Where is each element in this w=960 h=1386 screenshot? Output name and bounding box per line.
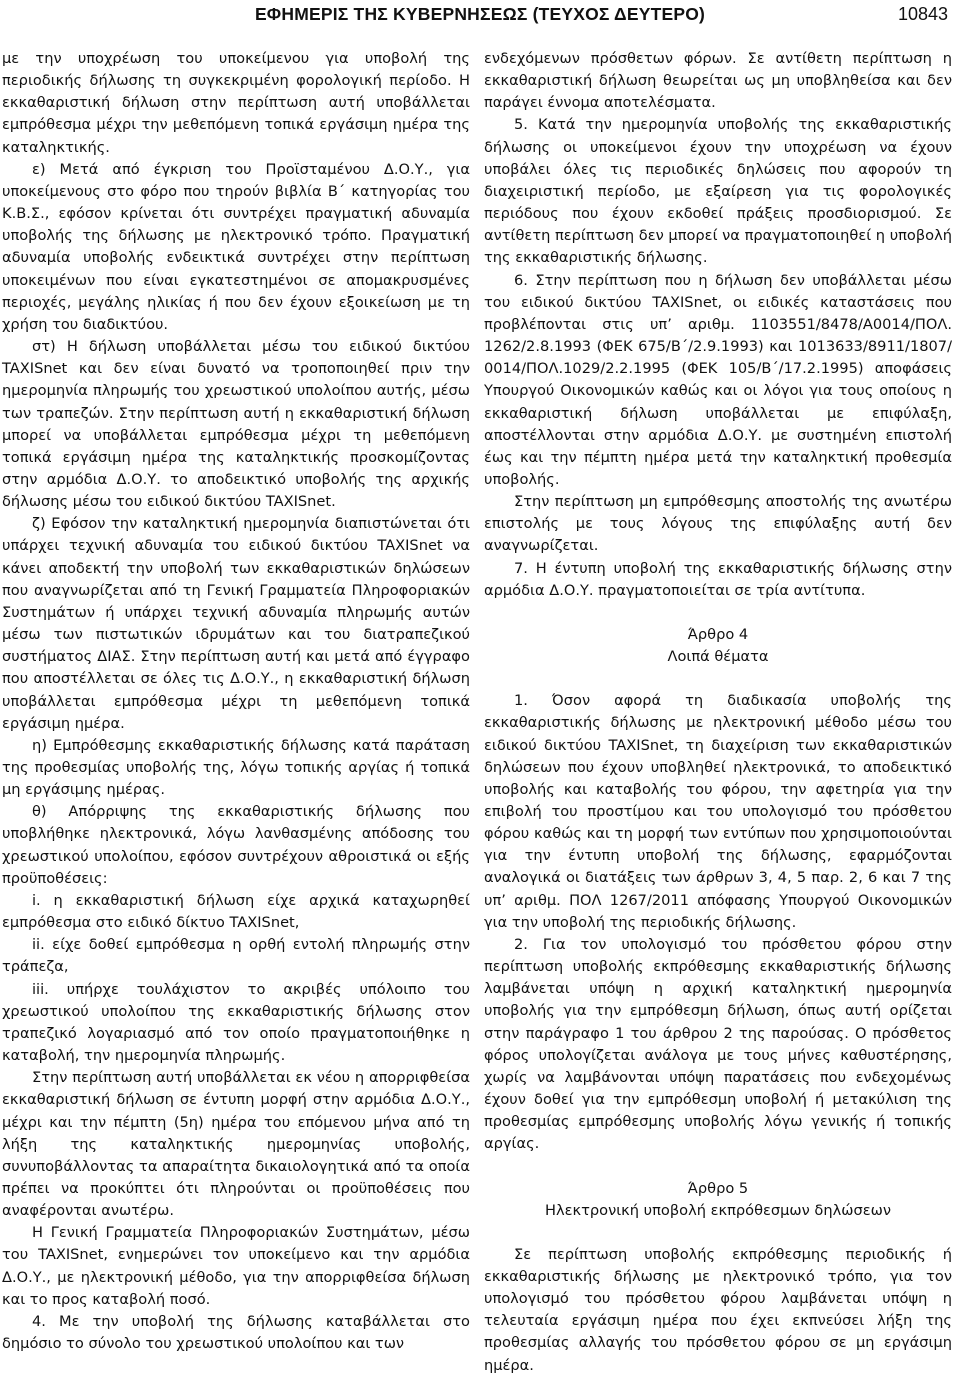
spacer <box>484 602 952 624</box>
gazette-title: ΕΦΗΜΕΡΙΣ ΤΗΣ ΚΥΒΕΡΝΗΣΕΩΣ (ΤΕΥΧΟΣ ΔΕΥΤΕΡΟ) <box>254 4 706 24</box>
list-item: iii. υπήρχε τουλάχιστον το ακριβές υπόλοιπο του χρεωστικού υπολοίπου της εκκαθαριστικής δήλωσης στον τραπεζικό λογαριασμό από τον οποίο πραγματοποιήθηκε η καταβολή, την ημερομηνία πληρωμής. <box>2 980 470 1065</box>
spacer <box>484 1156 952 1178</box>
paragraph: με την υποχρέωση του υποκείμενου για υποβολή της περιοδικής δήλωσης τη συγκεκριμένη φορολογική περίοδο. Η εκκαθαριστική δήλωση στην περίπτωση αυτή υποβάλλεται εμπρόθεσμα μέχρι την μεθεπόμενη τοπικά εργάσιμη ημέρα της καταληκτικής. <box>2 50 470 156</box>
paragraph: 6. Στην περίπτωση που η δήλωση δεν υποβάλλεται μέσω του ειδικού δικτύου TAXISnet, οι ειδικές καταστάσεις που προβλέπονται στις υπ’ αριθμ. 1103551/8478/Α0014/ΠΟΛ. 1262/2.8.1993 (ΦΕΚ 675/Β΄/2.9.1993) και 1013633/8911/1807/ 0014/ΠΟΛ.1029/2.2.1995 (ΦΕΚ 105/Β΄/17.2.1995) αποφάσεις Υπουργού Οικονομικών καθώς και οι λόγοι για τους οποίους η εκκαθαριστική δήλωση υποβάλλεται με επιφύλαξη, αποστέλλονται στην αρμόδια Δ.Ο.Υ. με συστημένη επιστολή έως και την πέμπτη ημέρα μετά την καταληκτική προθεσμία υποβολής. <box>484 271 952 488</box>
paragraph: 1. Όσον αφορά τη διαδικασία υποβολής της εκκαθαριστικής δήλωσης με ηλεκτρονική μέθοδο μέσω του ειδικού δικτύου TAXISnet, τη διαχείριση των εκκαθαριστικών δηλώσεων που έχουν υποβληθεί ηλεκτρονικά, το αποδεικτικό υποβολής και καταβολής του φόρου, την αφετηρία για την επιβολή του προστίμου και του υπολογισμό του πρόσθετου φόρου καθώς και τη μορφή των εντύπων που χρησιμοποιούνται για την έντυπη υποβολή της δήλωσης, εφαρμόζονται αναλογικά οι διατάξεις των άρθρων 3, 4, 5 παρ. 2, 6 και 7 της υπ’ αριθμ. ΠΟΛ 1267/2011 απόφασης Υπουργού Οικονομικών για την υποβολή της περιοδικής δήλωσης. <box>484 692 952 931</box>
paragraph: Στην περίπτωση μη εμπρόθεσμης αποστολής της ανωτέρω επιστολής με τους λόγους της επιφύλαξης αυτή δεν αναγνωρίζεται. <box>484 493 952 555</box>
paragraph: 2. Για τον υπολογισμό του πρόσθετου φόρου στην περίπτωση υποβολής εκπρόθεσμης εκκαθαριστικής δήλωσης λαμβάνεται υπόψη η αρχική καταληκτική ημερομηνία υποβολής για την εμπρόθεσμη δήλωση, όπως αυτή ορίζεται στην παράγραφο 1 του άρθρου 2 της παρούσας. Ο πρόσθετος φόρος υπολογίζεται ανάλογα με τους μήνες καθυστέρησης, χωρίς να λαμβάνονται υπόψη παρατάσεις που ενδεχομένως έχουν δοθεί για την εμπρόθεσμη υποβολή ή μετακύλιση της προθεσμίας εμπρόθεσμης υποβολής λόγω γενικής ή τοπικής αργίας. <box>484 935 952 1153</box>
page-header <box>0 2 960 30</box>
paragraph: θ) Απόρριψης της εκκαθαριστικής δήλωσης που υποβλήθηκε ηλεκτρονικά, λόγω λανθασμένης απόδοσης του χρεωστικού υπολοίπου, εφόσον συντρέχουν αθροιστικά οι εξής προϋποθέσεις: <box>2 803 470 887</box>
spacer <box>484 1222 952 1244</box>
paragraph: Στην περίπτωση αυτή υποβάλλεται εκ νέου η απορριφθείσα εκκαθαριστική δήλωση σε έντυπη μορφή στην αρμόδια Δ.Ο.Υ., μέχρι και την πέμπτη (5η) ημέρα του επόμενου μήνα από τη λήξη της καταληκτικής ημερομηνίας υποβολής, συνυποβάλλοντας τα απαραίτητα δικαιολογητικά από τα οποία πρέπει να προκύπτει ότι πληρούνται οι προϋποθέσεις που αναφέρονται ανωτέρω. <box>2 1069 470 1220</box>
article-5-title: Άρθρο 5 <box>687 1179 749 1197</box>
paragraph: στ) Η δήλωση υποβάλλεται μέσω του ειδικού δικτύου TAXISnet και δεν είναι δυνατό να τροποποιηθεί πριν την ημερομηνία πληρωμής του χρεωστικού υπολοίπου αυτής, μέσω των τραπεζών. Στην περίπτωση αυτή η εκκαθαριστική δήλωση μπορεί να υποβάλλεται εμπρόθεσμα μέχρι τη μεθεπόμενη τοπικά εργάσιμη ημέρα της καταληκτικής προσκομίζοντας στην αρμόδια Δ.Ο.Υ. το αποδεικτικό υποβολής της αρχικής δήλωσης μέσω του ειδικού δικτύου TAXISnet. <box>2 338 470 511</box>
article-4-subtitle: Λοιπά θέματα <box>667 648 769 666</box>
article-4-title: Άρθρο 4 <box>687 625 749 643</box>
list-item: ii. είχε δοθεί εμπρόθεσμα η ορθή εντολή πληρωμής στην τράπεζα, <box>2 936 470 976</box>
paragraph: 7. Η έντυπη υποβολή της εκκαθαριστικής δήλωσης στην αρμόδια Δ.Ο.Υ. πραγματοποιείται σε τρία αντίτυπα. <box>484 559 952 599</box>
paragraph: η) Εμπρόθεσμης εκκαθαριστικής δήλωσης κατά παράταση της προθεσμίας υποβολής της, λόγω τοπικής αργίας ή τοπικά μη εργάσιμης ημέρας. <box>2 736 470 799</box>
paragraph: Η Γενική Γραμματεία Πληροφοριακών Συστημάτων, μέσω του TAXISnet, ενημερώνει τον υποκείμενο και την αρμόδια Δ.Ο.Υ., με ηλεκτρονική μέθοδο, για την απορριφθείσα δήλωση και το προς καταβολή ποσό. <box>2 1224 470 1308</box>
list-item: i. η εκκαθαριστική δήλωση είχε αρχικά καταχωρηθεί εμπρόθεσμα στο ειδικό δίκτυο TAXISnet, <box>2 891 470 932</box>
article-5-subtitle: Ηλεκτρονική υποβολή εκπρόθεσμων δηλώσεων <box>545 1201 891 1219</box>
paragraph: ζ) Εφόσον την καταληκτική ημερομηνία διαπιστώνεται ότι υπάρχει τεχνική αδυναμία του ειδικού δικτύου TAXISnet να κάνει αποδεκτή την υποβολή των εκκαθαριστικών δηλώσεων που αναγνωρίζεται από τη Γενική Γραμματεία Πληροφοριακών Συστημάτων ή υπάρχει τεχνική αδυναμία πληρωμής αυτών μέσω των πιστωτικών ιδρυμάτων και του διατραπεζικού συστήματος ΔΙΑΣ. Στην περίπτωση αυτή και μετά από έγγραφο που αποστέλλεται σε όλες τις Δ.Ο.Υ., η εκκαθαριστική δήλωση υποβάλλεται εμπρόθεσμα μέχρι τη μεθεπόμενη τοπικά εργάσιμη ημέρα. <box>2 515 470 732</box>
left-column <box>2 48 470 1355</box>
page-number: 10843 <box>897 4 948 24</box>
spacer <box>484 668 952 690</box>
paragraph: Σε περίπτωση υποβολής εκπρόθεσμης περιοδικής ή εκκαθαριστικής δήλωσης με ηλεκτρονικό τρόπο, για τον υπολογισμό του πρόσθετου φόρου λαμβάνεται υπόψη η τελευταία εργάσιμη ημέρα που έχει εκπνεύσει λήξη της προθεσμίας αλλαγής του πρόσθετου φόρου σε μη εργάσιμη ημέρα. <box>484 1245 952 1374</box>
right-column <box>484 48 952 1377</box>
paragraph: ενδεχόμενων πρόσθετων φόρων. Σε αντίθετη περίπτωση η εκκαθαριστική δήλωση θεωρείται ως μη υποβληθείσα και δεν παράγει έννομα αποτελέσματα. <box>484 50 952 112</box>
paragraph: 5. Κατά την ημερομηνία υποβολής της εκκαθαριστικής δήλωσης οι υποκείμενοι έχουν την υποχρέωση να έχουν υποβάλει όλες τις περιοδικές δηλώσεις που αφορούν τη διαχειριστική περίοδο, με εξαίρεση για τις φορολογικές περιόδους που έχουν εκδοθεί πράξεις προσδιορισμού. Σε αντίθετη περίπτωση δεν μπορεί να πραγματοποιηθεί η υποβολή της εκκαθαριστικής δήλωσης. <box>484 116 952 267</box>
paragraph: 4. Με την υποβολή της δήλωσης καταβάλλεται στο δημόσιο το σύνολο του χρεωστικού υπολοίπου και των <box>2 1312 470 1353</box>
paragraph: ε) Μετά από έγκριση του Προϊσταμένου Δ.Ο.Υ., για υποκείμενους στο φόρο που τηρούν βιβλία Β΄ κατηγορίας του Κ.Β.Σ., εφόσον κρίνεται ότι συντρέχει πραγματική αδυναμία υποβολής της δήλωσης με ηλεκτρονικό τρόπο. Πραγματική αδυναμία υποβολής ενδεικτικά συντρέχει στην περίπτωση υποκειμένων που είναι εγκατεστημένοι σε απομακρυσμένες περιοχές, μεγάλης ηλικίας ή που δεν έχουν εξοικείωση με τη χρήση του διαδικτύου. <box>2 160 470 333</box>
